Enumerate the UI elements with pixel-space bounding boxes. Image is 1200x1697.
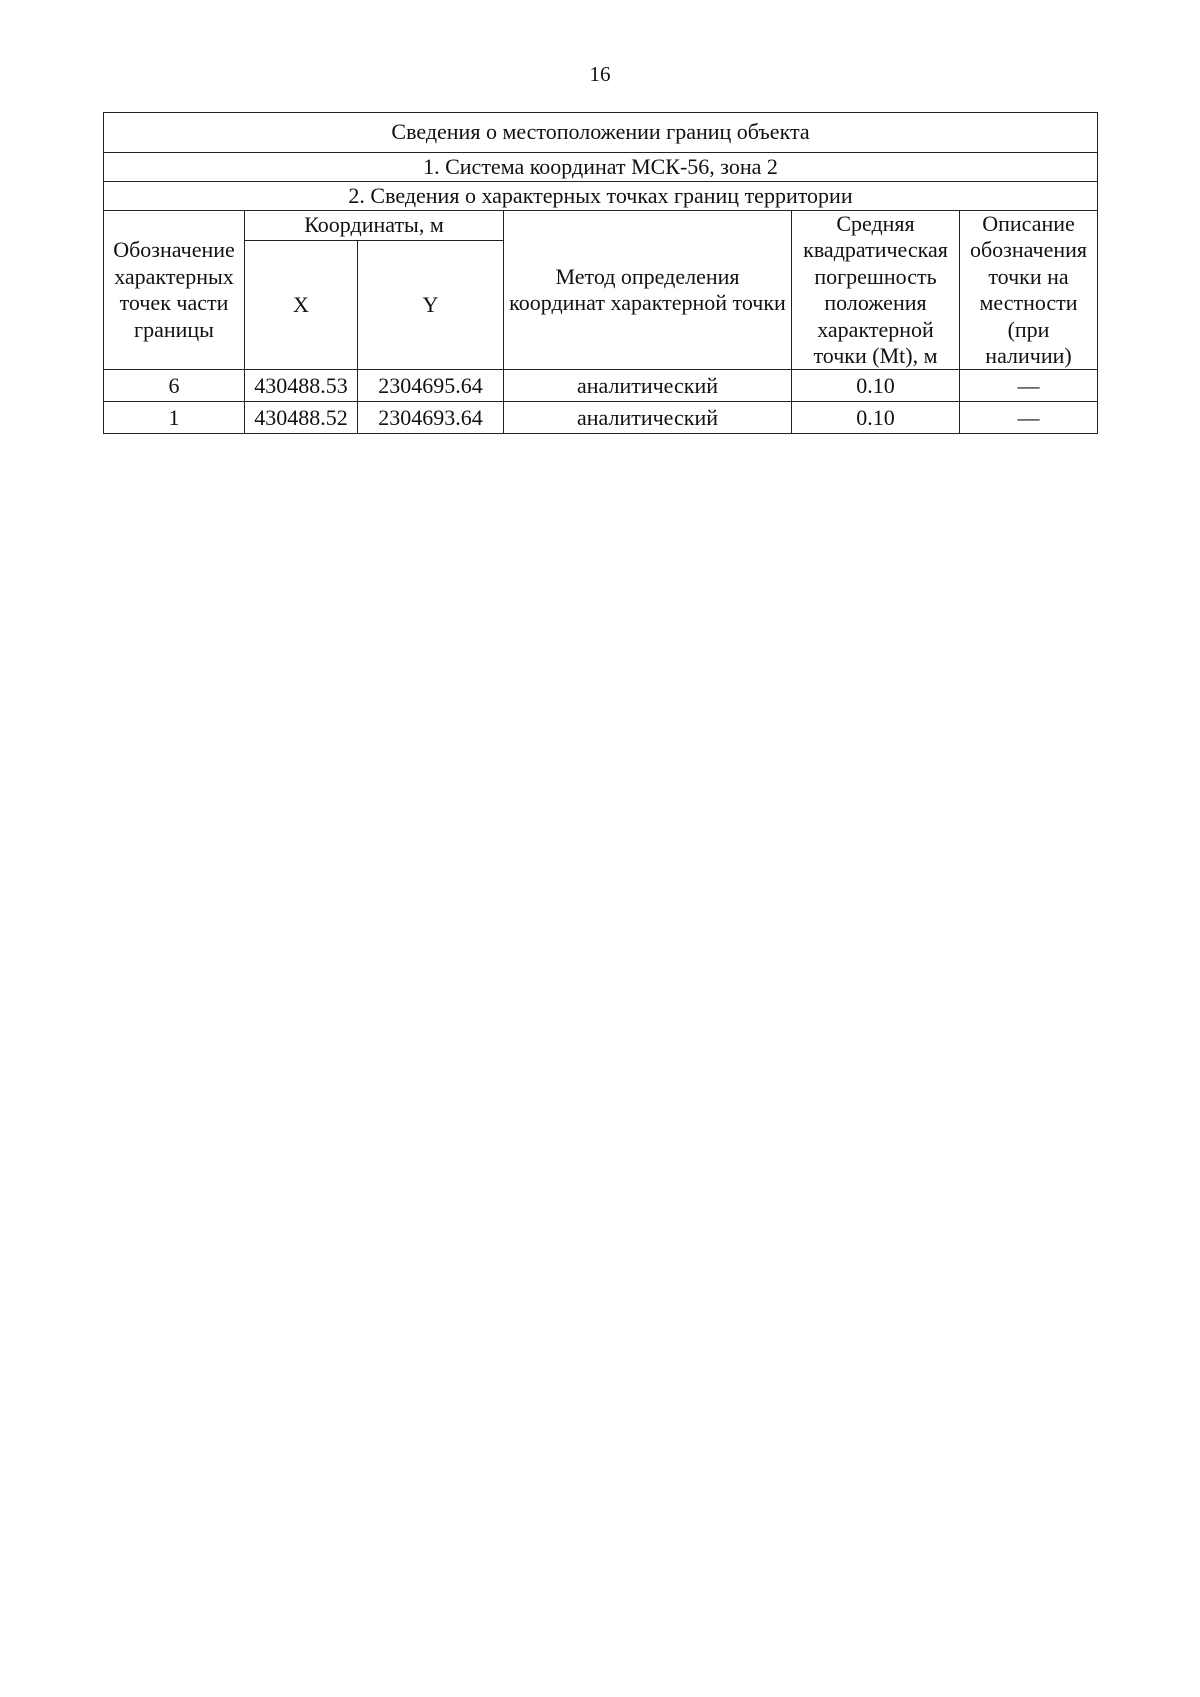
header-designation: Обозначение характерных точек части границы — [104, 211, 245, 370]
cell-point: 6 — [104, 370, 245, 402]
header-x: X — [245, 240, 358, 370]
table-title-row — [104, 113, 1098, 153]
cell-error: 0.10 — [792, 402, 960, 434]
cell-description: — — [960, 370, 1098, 402]
cell-error: 0.10 — [792, 370, 960, 402]
cell-point: 1 — [104, 402, 245, 434]
cell-x: 430488.52 — [245, 402, 358, 434]
coord-system: 1. Система координат МСК-56, зона 2 — [104, 153, 1098, 182]
page-number: 16 — [589, 62, 611, 86]
coord-system-row — [104, 153, 1098, 182]
section-title: 2. Сведения о характерных точках границ территории — [104, 182, 1098, 211]
cell-y: 2304693.64 — [358, 402, 504, 434]
header-coordinates: Координаты, м — [245, 211, 504, 241]
cell-description: — — [960, 402, 1098, 434]
header-error: Средняя квадратическая погрешность положения характерной точки (Mt), м — [792, 211, 960, 370]
table-row — [104, 370, 1098, 402]
header-method: Метод определения координат характерной точки — [504, 211, 792, 370]
cell-x: 430488.53 — [245, 370, 358, 402]
section-title-row — [104, 182, 1098, 211]
table-title: Сведения о местоположении границ объекта — [104, 113, 1098, 153]
header-description: Описание обозначения точки на местности (при наличии) — [960, 211, 1098, 370]
cell-method: аналитический — [504, 370, 792, 402]
cell-method: аналитический — [504, 402, 792, 434]
table-row — [104, 402, 1098, 434]
header-row-1 — [104, 211, 1098, 241]
header-y: Y — [358, 240, 504, 370]
boundary-table — [103, 112, 1098, 434]
cell-y: 2304695.64 — [358, 370, 504, 402]
